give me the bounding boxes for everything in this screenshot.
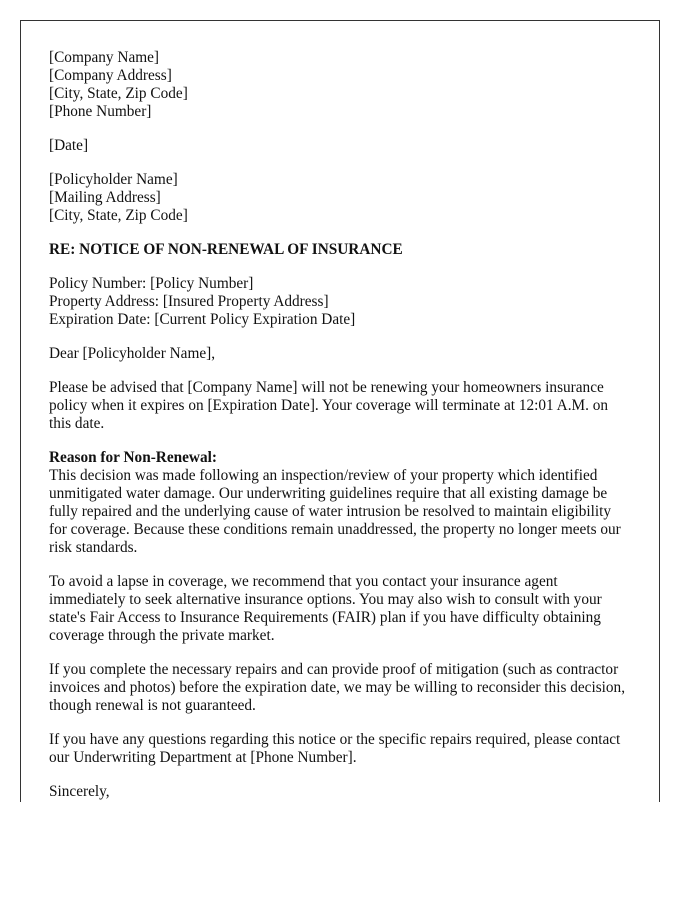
sender-company-address: [Company Address] bbox=[49, 67, 172, 84]
reason-heading: Reason for Non-Renewal: bbox=[49, 449, 217, 466]
recipient-block bbox=[49, 171, 629, 225]
sender-company-name: [Company Name] bbox=[49, 49, 160, 66]
sender-block bbox=[49, 49, 629, 121]
sender-phone: [Phone Number] bbox=[49, 103, 152, 120]
policy-details bbox=[49, 275, 629, 329]
recipient-address: [Mailing Address] bbox=[49, 189, 161, 206]
policy-number: Policy Number: [Policy Number] bbox=[49, 275, 254, 292]
letter-date: [Date] bbox=[49, 137, 89, 154]
subject-line: RE: NOTICE OF NON-RENEWAL OF INSURANCE bbox=[49, 241, 403, 258]
reason-section bbox=[49, 449, 629, 557]
property-address: Property Address: [Insured Property Address] bbox=[49, 293, 329, 310]
questions-paragraph: If you have any questions regarding this notice or the specific repairs required, please contact our Underwriting Department at [Phone Number]. bbox=[49, 731, 621, 766]
repairs-paragraph: If you complete the necessary repairs and can provide proof of mitigation (such as contractor invoices and photos) before the expiration date, we may be willing to reconsider this decision, though renewal is not guaranteed. bbox=[49, 661, 626, 714]
closing: Sincerely, bbox=[49, 783, 110, 800]
reason-body: This decision was made following an inspection/review of your property which identified unmitigated water damage. Our underwriting guidelines require that all existing damage be fully repaired and the underlying cause of water intrusion be resolved to maintain eligibility for coverage. Because these conditions remain unaddressed, the property no longer meets our risk standards. bbox=[49, 467, 621, 556]
sender-city-state-zip: [City, State, Zip Code] bbox=[49, 85, 188, 102]
intro-paragraph: Please be advised that [Company Name] will not be renewing your homeowners insurance policy when it expires on [Expiration Date]. Your coverage will terminate at 12:01 A.M. on this date. bbox=[49, 379, 609, 432]
letter-page bbox=[20, 20, 660, 802]
lapse-paragraph: To avoid a lapse in coverage, we recommend that you contact your insurance agent immediately to seek alternative insurance options. You may also wish to consult with your state's Fair Access to Insurance Requirements (FAIR) plan if you have difficulty obtaining coverage through the private market. bbox=[49, 573, 602, 644]
recipient-city-state-zip: [City, State, Zip Code] bbox=[49, 207, 188, 224]
expiration-date: Expiration Date: [Current Policy Expiration Date] bbox=[49, 311, 356, 328]
recipient-name: [Policyholder Name] bbox=[49, 171, 178, 188]
letter-content bbox=[21, 21, 659, 801]
salutation: Dear [Policyholder Name], bbox=[49, 345, 216, 362]
